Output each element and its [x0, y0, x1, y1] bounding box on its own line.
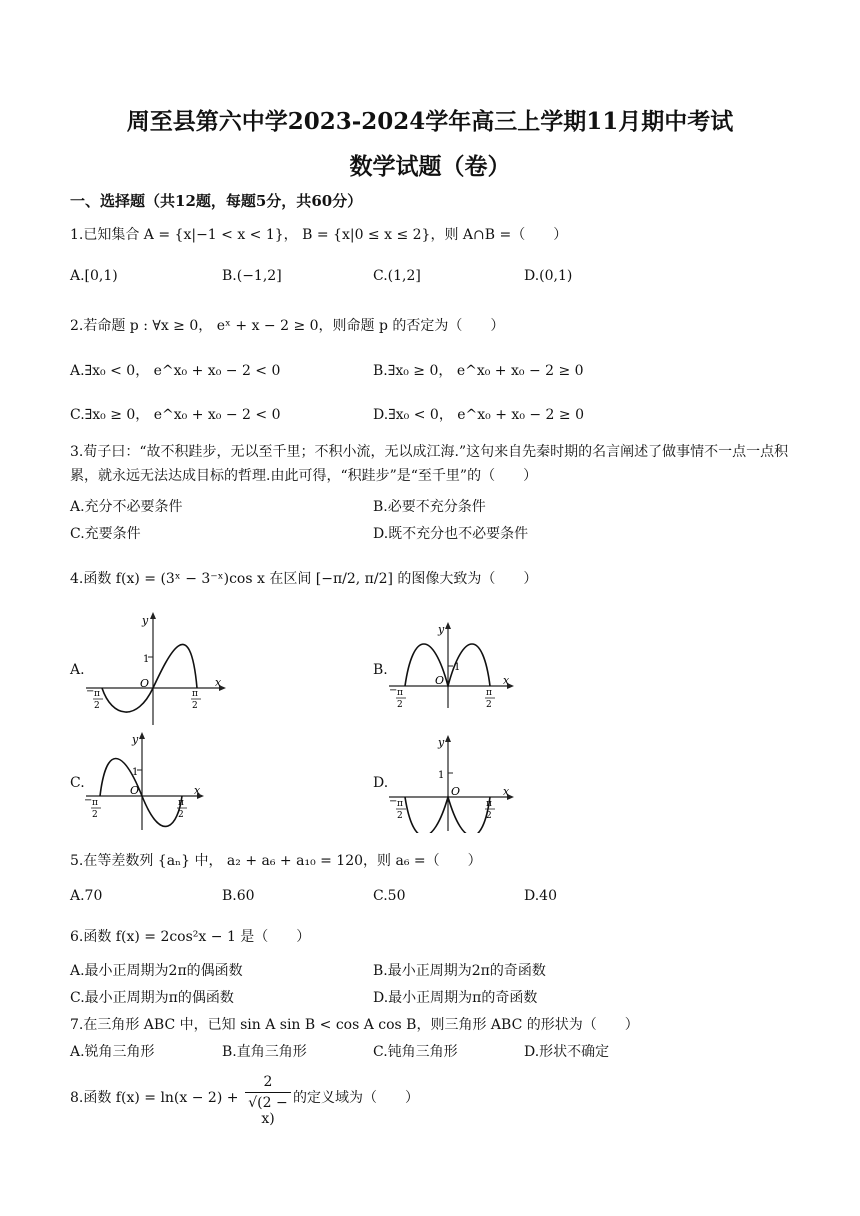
tick-pi-label: π [178, 798, 184, 808]
x-axis-label: x [503, 674, 510, 687]
tick-minus-sign: − [84, 795, 93, 806]
q1-option-c: C.(1,2] [373, 268, 421, 284]
q2-option-a: A.∃x₀ < 0， e^x₀ + x₀ − 2 < 0 [70, 363, 281, 379]
question-2-stem: 2.若命题 p : ∀x ≥ 0， eˣ + x − 2 ≥ 0，则命题 p 的否定为（ ） [70, 318, 505, 334]
tick-pi-label: π [397, 799, 403, 809]
question-8-stem [70, 1087, 238, 1107]
tick-two-label: 2 [397, 700, 403, 710]
y-axis-label: y [438, 623, 445, 636]
q6-option-d: D.最小正周期为π的奇函数 [373, 990, 538, 1006]
tick-two-label: 2 [486, 811, 492, 821]
tick-one-label: 1 [438, 770, 445, 781]
q5-option-c: C.50 [373, 888, 406, 904]
origin-label: O [435, 674, 445, 687]
q2-option-d: D.∃x₀ < 0， e^x₀ + x₀ − 2 ≥ 0 [373, 407, 585, 423]
origin-label: O [451, 785, 461, 798]
tick-two-label: 2 [92, 810, 98, 820]
tick-pi-label: π [94, 689, 100, 699]
origin-label: O [130, 784, 140, 797]
q6-option-a: A.最小正周期为2π的偶函数 [70, 963, 243, 979]
y-axis-label: y [142, 614, 149, 627]
q7-option-c: C.钝角三角形 [373, 1044, 458, 1060]
tick-minus-sign: − [389, 796, 398, 807]
x-axis-label: x [215, 676, 222, 689]
q3-option-b: B.必要不充分条件 [373, 499, 486, 515]
q4-option-c-label: C. [70, 775, 85, 791]
origin-label: O [140, 677, 150, 690]
tick-two-label: 2 [486, 700, 492, 710]
question-7-stem: 7.在三角形 ABC 中，已知 sin A sin B < cos A cos B，则三角形 ABC 的形状为（ ） [70, 1017, 639, 1033]
q5-option-d: D.40 [524, 888, 557, 904]
exam-title: 周至县第六中学2023-2024学年高三上学期11月期中考试 [126, 108, 734, 135]
y-axis-label: y [132, 733, 139, 746]
q8-stem-prefix: 8.函数 f(x) = ln(x − 2) + [70, 1090, 239, 1106]
question-5-stem: 5.在等差数列 {aₙ} 中， a₂ + a₆ + a₁₀ = 120，则 a₆ =（ ） [70, 853, 482, 869]
q1-option-b: B.(−1,2] [222, 268, 282, 284]
graph-c [82, 730, 212, 832]
q8-numerator: 2 [263, 1074, 273, 1090]
question-4-stem: 4.函数 f(x) = (3ˣ − 3⁻ˣ)cos x 在区间 [−π/2, π/2] 的图像大致为（ ） [70, 571, 538, 587]
q8-stem-suffix: 的定义域为（ ） [293, 1090, 419, 1106]
exam-subtitle: 数学试题（卷） [349, 153, 511, 180]
tick-minus-sign: − [86, 686, 95, 697]
q5-option-a: A.70 [70, 888, 103, 904]
graph-d [385, 733, 520, 833]
q7-option-a: A.锐角三角形 [70, 1044, 155, 1060]
question-3-stem: 3.荀子曰：“故不积跬步，无以至千里；不积小流，无以成江海.”这句来自先秦时期的名言阐述了做事情不一点一点积累，就永远无法达成目标的哲理.由此可得，“积跬步”是“至千里”的（ ） [70, 444, 789, 484]
q6-option-b: B.最小正周期为2π的奇函数 [373, 963, 546, 979]
tick-pi-label: π [192, 689, 198, 699]
tick-pi-label: π [486, 688, 492, 698]
q3-option-a: A.充分不必要条件 [70, 499, 183, 515]
q4-option-b-label: B. [373, 662, 388, 678]
tick-one-label: 1 [132, 767, 139, 778]
q1-option-d: D.(0,1) [524, 268, 573, 284]
question-6-stem: 6.函数 f(x) = 2cos²x − 1 是（ ） [70, 929, 311, 945]
tick-one-label: 1 [143, 654, 150, 665]
tick-pi-label: π [397, 688, 403, 698]
x-axis-label: x [194, 784, 201, 797]
question-1-stem: 1.已知集合 A = {x|−1 < x < 1}， B = {x|0 ≤ x ≤ 2}，则 A∩B =（ ） [70, 227, 568, 243]
q2-option-c: C.∃x₀ ≥ 0， e^x₀ + x₀ − 2 < 0 [70, 407, 281, 423]
q7-option-d: D.形状不确定 [524, 1044, 610, 1060]
tick-two-label: 2 [192, 701, 198, 711]
tick-two-label: 2 [178, 810, 184, 820]
tick-two-label: 2 [397, 811, 403, 821]
q4-option-d-label: D. [373, 775, 389, 791]
q3-option-d: D.既不充分也不必要条件 [373, 526, 529, 542]
q1-option-a: A.[0,1) [70, 268, 118, 284]
tick-two-label: 2 [94, 701, 100, 711]
tick-pi-label: π [486, 799, 492, 809]
q2-option-b: B.∃x₀ ≥ 0， e^x₀ + x₀ − 2 ≥ 0 [373, 363, 584, 379]
tick-pi-label: π [92, 798, 98, 808]
tick-one-label: 1 [454, 662, 461, 673]
graph-b [385, 620, 520, 710]
section-heading: 一、选择题（共12题，每题5分，共60分） [70, 192, 363, 210]
q7-option-b: B.直角三角形 [222, 1044, 307, 1060]
y-axis-label: y [438, 736, 445, 749]
q5-option-b: B.60 [222, 888, 255, 904]
q3-option-c: C.充要条件 [70, 526, 141, 542]
q8-denominator: √(2 − x) [245, 1092, 291, 1127]
graph-a [82, 610, 232, 728]
q4-option-a-label: A. [70, 662, 85, 678]
tick-minus-sign: − [389, 685, 398, 696]
x-axis-label: x [503, 785, 510, 798]
q6-option-c: C.最小正周期为π的偶函数 [70, 990, 234, 1006]
q8-fraction [245, 1074, 291, 1127]
